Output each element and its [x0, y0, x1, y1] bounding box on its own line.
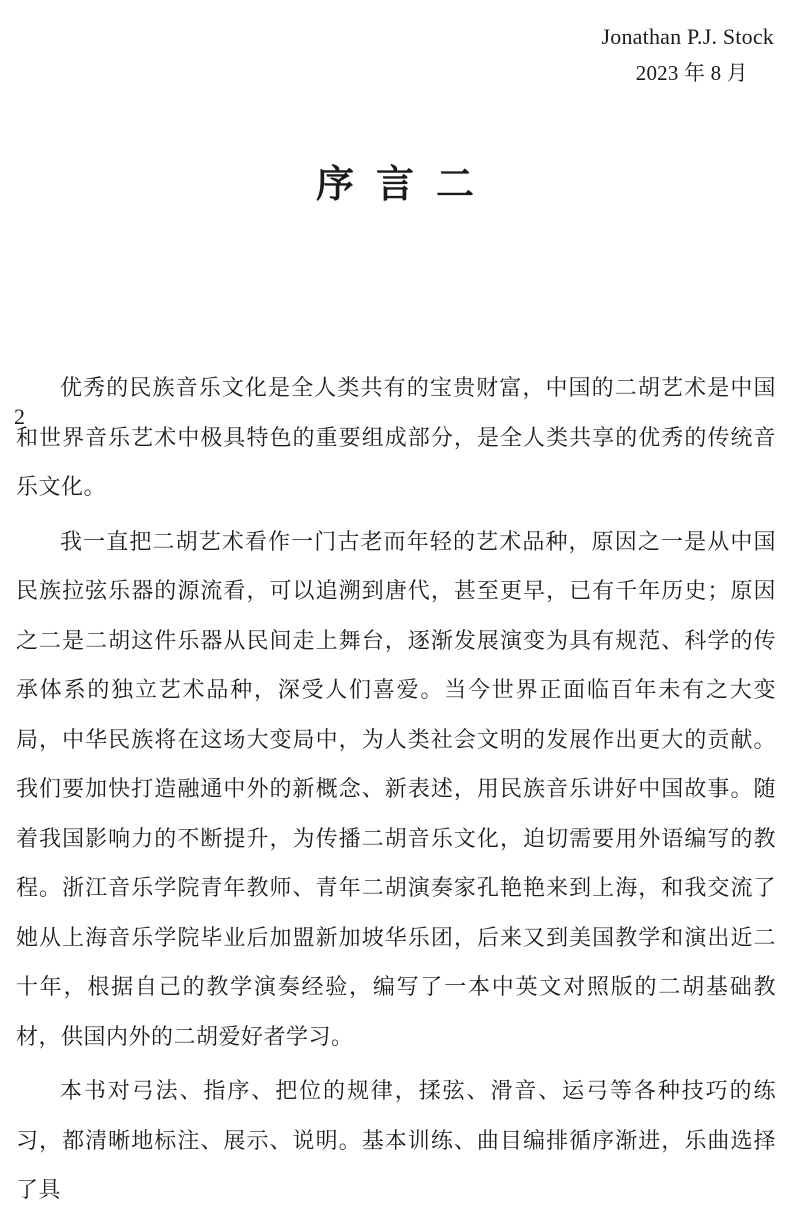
paragraph-3: 本书对弓法、指序、把位的规律，揉弦、滑音、运弓等各种技巧的练习，都清晰地标注、展示、说明。基本训练、曲目编排循序渐进，乐曲选择了具 — [16, 1079, 776, 1203]
paragraph-2: 我一直把二胡艺术看作一门古老而年轻的艺术品种，原因之一是从中国民族拉弦乐器的源流看，可以追溯到唐代，甚至更早，已有千年历史；原因之二是二胡这件乐器从民间走上舞台，逐渐发展演变为具有规范、科学的传承体系的独立艺术品种，深受人们喜爱。当今世界正面临百年未有之大变局，中华民族将在这场大变局中，为人类社会文明的发展作出更大的贡献。我们要加快打造融通中外的新概念、新表述，用民族音乐讲好中国故事。随着我国影响力的不断提升，为传播二胡音乐文化，迫切需要用外语编写的教程。浙江音乐学院青年教师、青年二胡演奏家孔艳艳来到上海，和我交流了她从上海音乐学院毕业后加盟新加坡华乐团，后来又到美国教学和演出近二十年，根据自己的教学演奏经验，编写了一本中英文对照版的二胡基础教材，供国内外的二胡爱好者学习。 — [16, 529, 776, 1050]
page-title: 序言二 — [315, 161, 496, 207]
signature-date: 2023 年 8 月 — [635, 60, 748, 85]
paragraph-1: 优秀的民族音乐文化是全人类共有的宝贵财富，中国的二胡艺术是中国和世界音乐艺术中极具特色的重要组成部分，是全人类共享的优秀的传统音乐文化。 — [16, 376, 776, 500]
body-text — [16, 364, 776, 1221]
signature-block — [602, 22, 774, 87]
author-name: Jonathan P.J. Stock — [601, 24, 774, 49]
page-number: 2 — [14, 404, 25, 429]
